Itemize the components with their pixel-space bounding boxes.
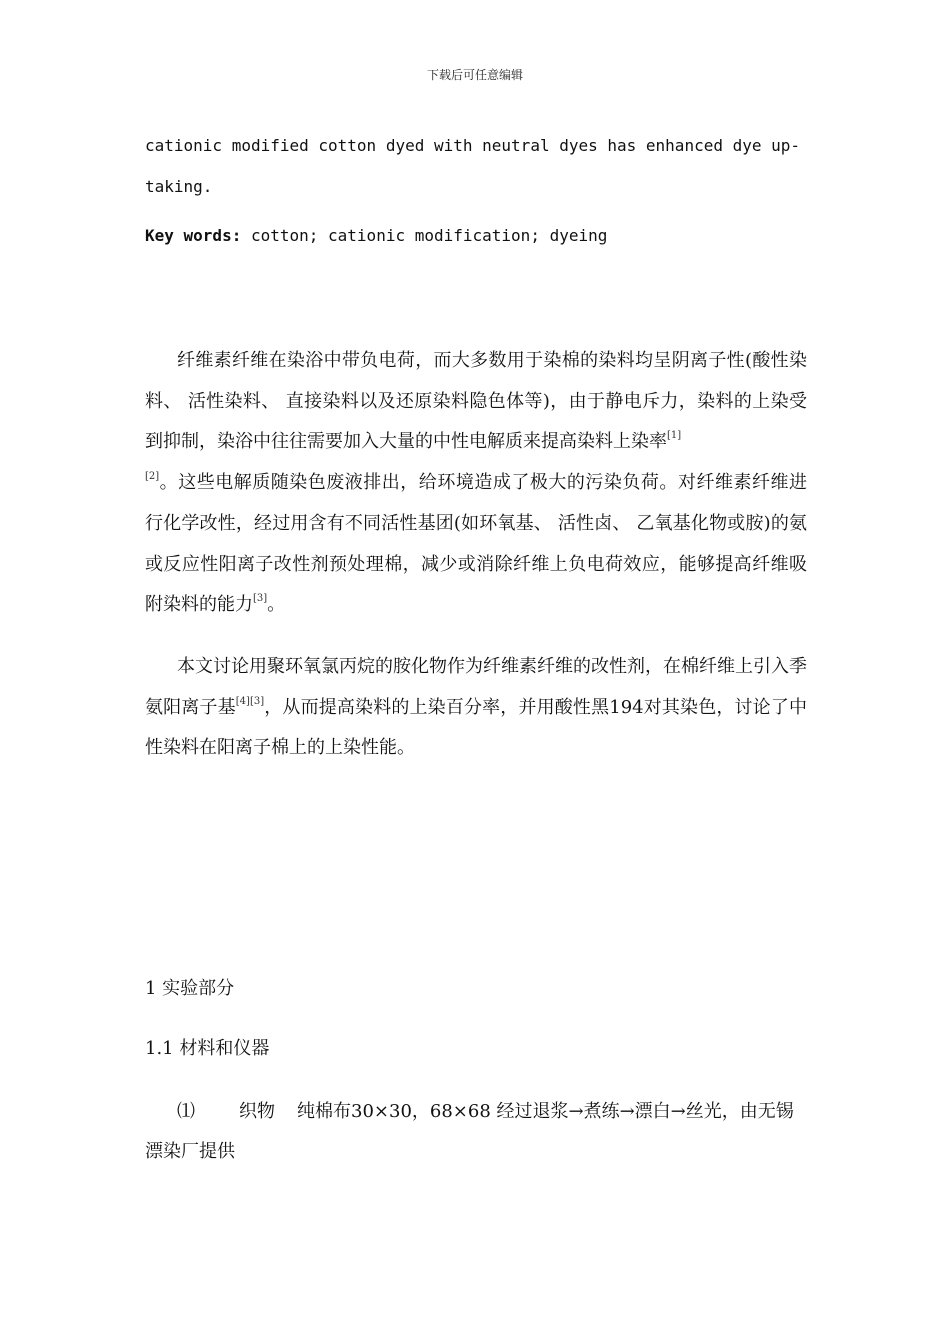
citation-1: [1] [667, 430, 682, 442]
section-heading-1-1: 1.1 材料和仪器 [145, 1038, 270, 1059]
p1-text-b: 。这些电解质随染色废液排出，给环境造成了极大的污染负荷。对纤维素纤维进行化学改性，经过用含有不同活性基团(如环氧基、 活性卤、 乙氧基化物或胺)的氨或反应性阳离子改性剂预处理棉，减少或消除纤维上负电荷效应，能够提高纤维吸附染料的能力 [145, 472, 807, 616]
citation-5: [3] [249, 695, 265, 707]
p2-text-a: 本文讨论用聚环氧氯丙烷的胺化物作为纤维素纤维的改性剂，在棉纤维上引入季氨阳离子基 [145, 656, 807, 718]
keywords-text: cotton; cationic modification; dyeing [241, 226, 608, 245]
citation-2: [2] [145, 471, 160, 483]
abstract-tail: cationic modified cotton dyed with neutral dyes has enhanced dye up-taking. [145, 136, 801, 196]
section-heading-1: 1 实验部分 [145, 978, 235, 999]
item-label: 织物 [239, 1101, 275, 1122]
intro-paragraph-1 [145, 341, 807, 626]
intro-paragraph-2 [145, 647, 807, 769]
keywords-label: Key words: [145, 226, 242, 245]
citation-4: [4] [235, 695, 250, 707]
page-header: 下载后可任意编辑 [426, 68, 523, 82]
p1-text-a: 纤维素纤维在染浴中带负电荷，而大多数用于染棉的染料均呈阴离子性(酸性染料、 活性染料、 直接染料以及还原染料隐色体等)，由于静电斥力，染料的上染受到抑制，染浴中往往需要加入大量的中性电解质来提高染料上染率 [145, 350, 807, 453]
item-number: ⑴ [177, 1101, 195, 1122]
item-text: 纯棉布30×30，68×68 经过退浆→煮练→漂白→丝光，由无锡漂染厂提供 [145, 1101, 794, 1162]
material-item-1 [145, 1092, 807, 1172]
p1-text-c: 。 [267, 594, 286, 616]
keywords-line [145, 226, 805, 245]
citation-3: [3] [253, 593, 268, 605]
p2-text-b: ，从而提高染料的上染百分率，并用酸性黑194对其染色，讨论了中性染料在阳离子棉上的上染性能。 [145, 696, 807, 759]
